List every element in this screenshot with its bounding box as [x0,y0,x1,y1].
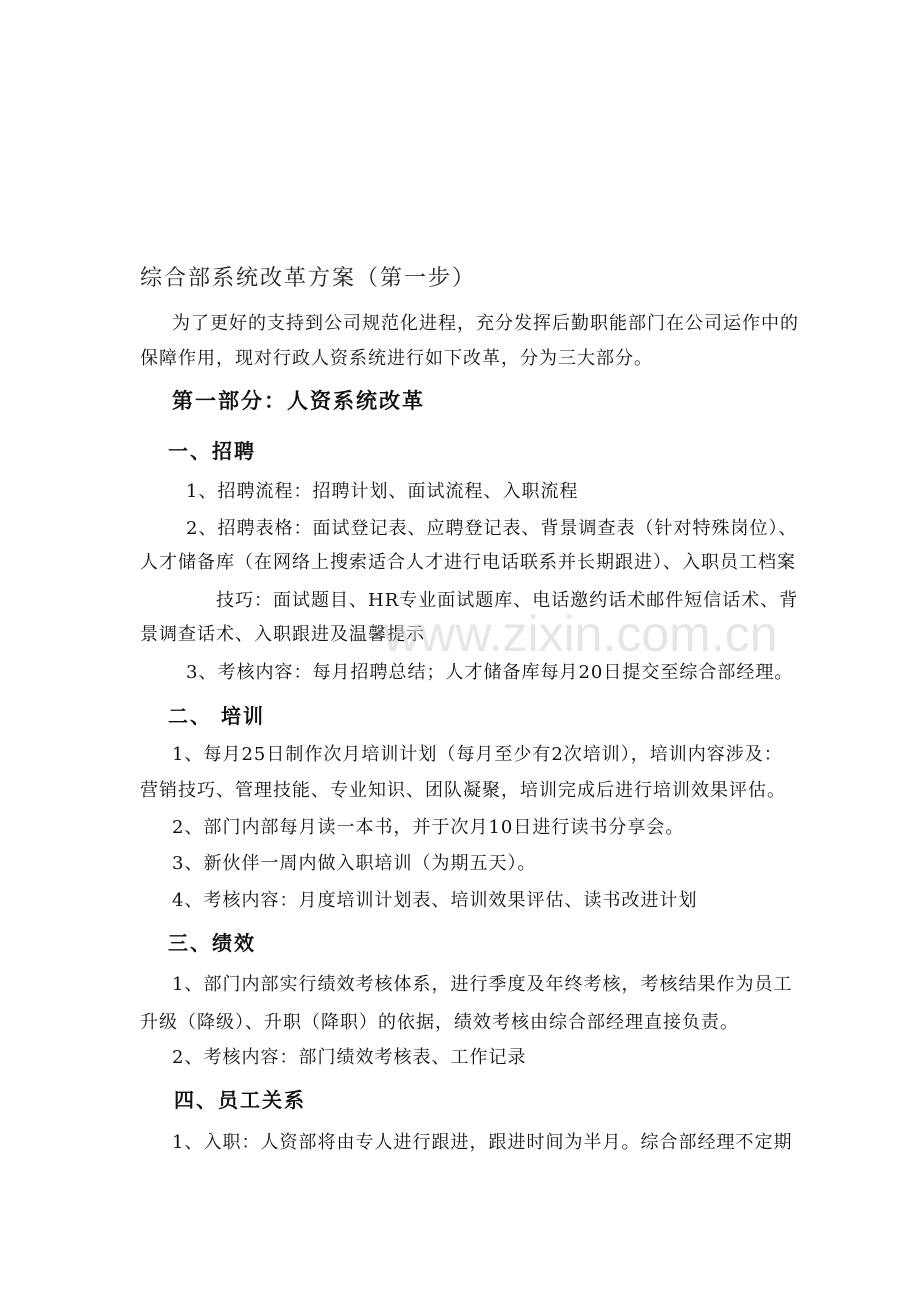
section-training-heading: 二、 培训 [168,704,265,728]
training-item-1-line-2: 营销技巧、管理技能、专业知识、团队凝聚，培训完成后进行培训效果评估。 [140,780,786,801]
section-performance-heading: 三、绩效 [168,931,256,955]
document-title: 综合部系统改革方案（第一步） [140,266,477,291]
part-one-heading: 第一部分：人资系统改革 [172,389,425,413]
performance-item-1-line-2: 升级（降级）、升职（降职）的依据，绩效考核由综合部经理直接负责。 [140,1012,739,1033]
employee-relations-item-1-line-1: 1、入职：人资部将由专人进行跟进，跟进时间为半月。综合部经理不定期 [172,1132,793,1153]
intro-paragraph-line-1: 为了更好的支持到公司规范化进程，充分发挥后勤职能部门在公司运作中的 [172,313,799,334]
recruitment-item-3: 3、考核内容：每月招聘总结；人才储备库每月20日提交至综合部经理。 [186,662,794,683]
recruitment-item-2-line-1: 2、招聘表格：面试登记表、应聘登记表、背景调查表（针对特殊岗位）、 [186,518,798,539]
performance-item-2: 2、考核内容：部门绩效考核表、工作记录 [172,1047,527,1068]
recruitment-item-2-line-2: 人才储备库（在网络上搜索适合人才进行电话联系并长期跟进）、入职员工档案 [140,552,796,573]
performance-item-1-line-1: 1、部门内部实行绩效考核体系，进行季度及年终考核，考核结果作为员工 [172,974,793,995]
training-item-1-line-1: 1、每月25日制作次月培训计划（每月至少有2次培训），培训内容涉及： [172,744,783,765]
recruitment-item-2-line-3: 技巧：面试题目、HR专业面试题库、电话邀约话术邮件短信话术、背 [216,590,799,611]
recruitment-item-2-line-4: 景调查话术、入职跟进及温馨提示 [140,624,425,645]
section-employee-relations-heading: 四、员工关系 [174,1088,306,1112]
intro-paragraph-line-2: 保障作用，现对行政人资系统进行如下改革，分为三大部分。 [140,348,653,369]
recruitment-item-1: 1、招聘流程：招聘计划、面试流程、入职流程 [186,481,579,502]
training-item-2: 2、部门内部每月读一本书，并于次月10日进行读书分享会。 [172,817,685,838]
site-watermark: www.zixin.com.cn [383,606,778,662]
section-recruitment-heading: 一、招聘 [168,439,256,463]
training-item-4: 4、考核内容：月度培训计划表、培训效果评估、读书改进计划 [172,890,698,911]
training-item-3: 3、新伙伴一周内做入职培训（为期五天）。 [172,853,537,874]
